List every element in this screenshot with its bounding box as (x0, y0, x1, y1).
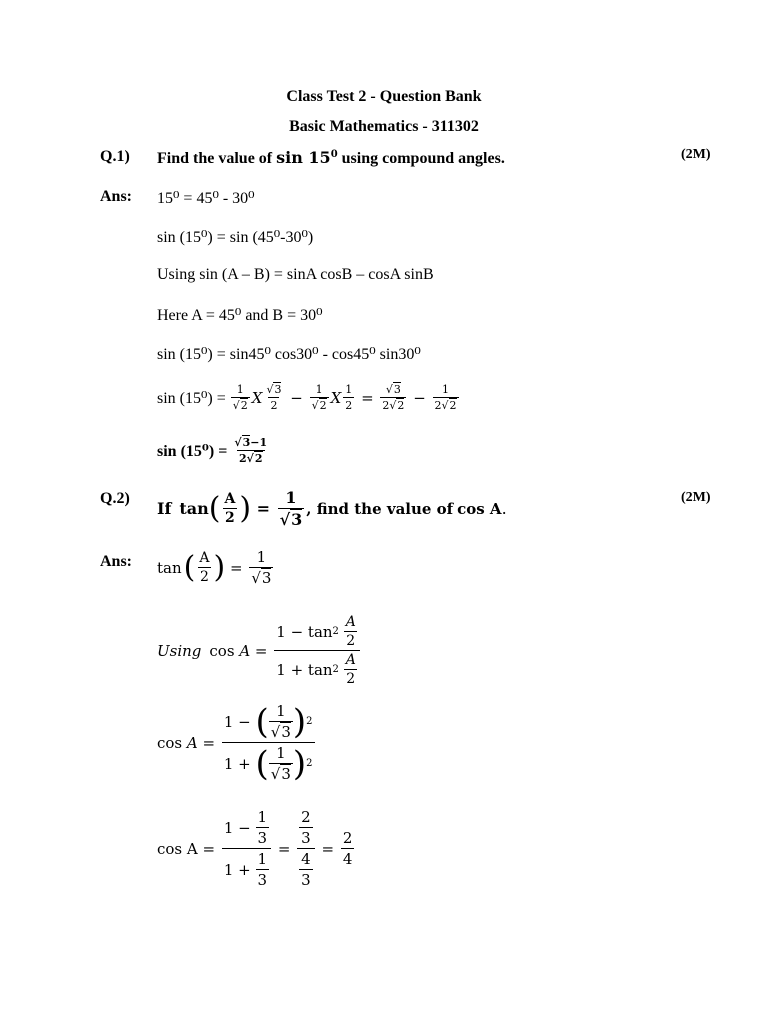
q2-step-3: cos A = 1 − ( $\frac{1}{√3}$ ) 2 1 + ( $\frac{1}{√3}$ ) 2 (157, 701, 313, 784)
q2-step-1: tan ( $\frac{A}{2}$ ) = $\frac{1}{√3}$ (157, 548, 272, 587)
q1-step-6-lhs: sin (15⁰) = (157, 389, 226, 407)
q1-step-1: 15⁰ = 45⁰ - 30⁰ (157, 190, 255, 207)
q1-step-7-expression: $\frac{√3-1}{2√2}$ (234, 436, 268, 465)
q2-text-cos: cos A (457, 499, 502, 518)
answer-1-label: Ans: (100, 188, 133, 205)
q2-text-tan: tan (179, 499, 209, 518)
q1-text-math: sin 15 (276, 148, 331, 167)
q1-step-5: sin (15⁰) = sin45⁰ cos30⁰ - cos45⁰ sin30⁰ (157, 346, 421, 363)
question-2-label: Q.2) (100, 490, 130, 507)
q2-using-label: Using (157, 641, 202, 660)
q1-step-7-lhs: sin (15⁰) = (157, 442, 228, 460)
q1-step-3: Using sin (A – B) = sinA cosB – cosA sinB (157, 266, 434, 283)
q2-step-2: Using cos A = 1 − tan 2 $\frac{A}{2}$ 1 + tan 2 $\frac{A}{2}$ (157, 614, 362, 687)
q2-step-4: cos A = 1 − $\frac{1}{3}$ 1 + $\frac{1}{3}$ = $\frac{\frac{2}{3}}{\frac{4}{3}}$ = $\frac{2}{4}$ (157, 808, 353, 889)
answer-2-label: Ans: (100, 553, 133, 570)
q2-text-if: If (157, 499, 172, 518)
question-1-label: Q.1) (100, 148, 130, 165)
q1-step-6-expression: $\frac{1}{√2}$ X $\frac{√3}{2}$ − $\frac{1}{√2}$ X $\frac{1}{2}$ = $\frac{√3}{2√2}$ − $\frac{1}{2√2}$ (232, 383, 457, 412)
q1-text-sup: 0 (330, 149, 338, 160)
question-2-text: If tan ( $\frac{A}{2}$ ) = $\frac{1}{√3}$ , find the value of cos A . (157, 488, 507, 529)
document-subtitle: Basic Mathematics - 311302 (289, 118, 479, 135)
q2-cos-label: cos A = (157, 839, 216, 858)
q1-text-prefix: Find the value of (157, 150, 277, 167)
question-2-marks: (2M) (681, 490, 711, 505)
question-1-marks: (2M) (681, 147, 711, 162)
q1-step-4: Here A = 45⁰ and B = 30⁰ (157, 307, 323, 324)
q1-step-6 (157, 383, 461, 412)
q2-text-suffix: , find the value of (306, 499, 454, 518)
q1-step-7 (157, 436, 271, 465)
q1-step-2: sin (15⁰) = sin (45⁰-30⁰) (157, 229, 314, 246)
q1-text-suffix: using compound angles. (337, 150, 505, 167)
question-1-text (157, 148, 505, 168)
document-title: Class Test 2 - Question Bank (286, 88, 482, 105)
